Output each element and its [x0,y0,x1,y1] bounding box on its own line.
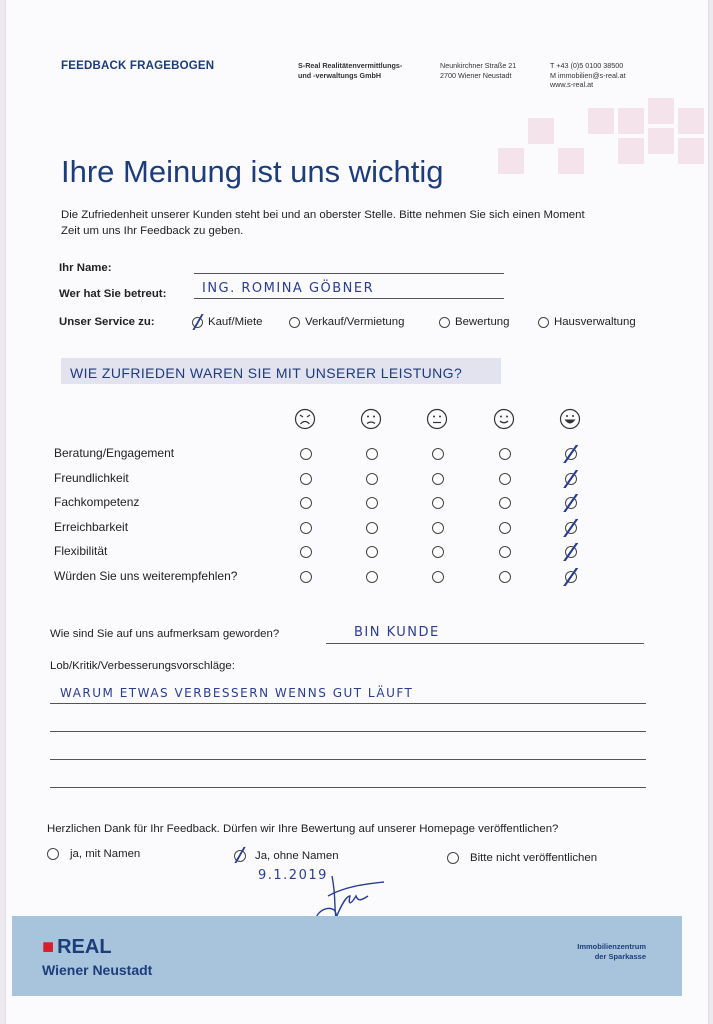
rating-row-label: Fachkompetenz [54,495,140,509]
footer-right-text: Immobilienzentrum der Sparkasse [577,942,646,961]
feedback-answer: WARUM ETWAS VERBESSERN WENNS GUT LÄUFT [60,686,414,700]
rating-radio-4[interactable] [499,497,511,509]
publish-option-with-name[interactable]: ja, mit Namen [47,848,140,860]
publish-question: Herzlichen Dank für Ihr Feedback. Dürfen wir Ihre Bewertung auf unserer Homepage veröffentlichen? [47,823,559,835]
form-title: FEEDBACK FRAGEBOGEN [61,60,215,72]
company-contact: T +43 (0)5 0100 38500 M immobilien@s-real.at www.s-real.at [550,61,626,89]
feedback-line-2[interactable] [50,731,646,732]
rating-radio-3[interactable] [432,497,444,509]
rating-radio-3[interactable] [432,546,444,558]
rating-radio-5[interactable] [565,571,577,583]
company-name: S-Real Realitätenvermittlungs- und -verwaltungs GmbH [298,61,403,80]
rating-radio-2[interactable] [366,497,378,509]
rating-radio-4[interactable] [499,571,511,583]
rating-radio-1[interactable] [300,497,312,509]
rating-radio-4[interactable] [499,448,511,460]
signature-date: 9.1.2019 [258,868,328,883]
source-question: Wie sind Sie auf uns aufmerksam geworden? [50,628,280,640]
rating-radio-2[interactable] [366,571,378,583]
radio-verkauf[interactable] [289,317,300,328]
very-unhappy-face-icon [294,408,316,430]
rating-radio-5[interactable] [565,448,577,460]
publish-option-none[interactable]: Bitte nicht veröffentlichen [447,852,597,864]
rating-radio-5[interactable] [565,473,577,485]
company-address: Neunkirchner Straße 21 2700 Wiener Neustadt [440,61,517,80]
rating-section-title: WIE ZUFRIEDEN WAREN SIE MIT UNSERER LEISTUNG? [70,365,463,381]
source-answer: BIN KUNDE [354,625,440,640]
radio-with-name[interactable] [47,848,59,860]
feedback-line-1[interactable] [50,703,646,704]
name-label: Ihr Name: [59,262,112,274]
rating-radio-5[interactable] [565,497,577,509]
rating-radio-3[interactable] [432,571,444,583]
radio-none[interactable] [447,852,459,864]
agent-value: ING. ROMINA GÖBNER [202,281,375,296]
rating-row-label: Freundlichkeit [54,471,129,485]
service-label: Unser Service zu: [59,316,155,328]
s-real-logo: ■ REAL [42,936,112,958]
rating-radio-1[interactable] [300,473,312,485]
rating-radio-1[interactable] [300,571,312,583]
rating-radio-3[interactable] [432,473,444,485]
feedback-label: Lob/Kritik/Verbesserungsvorschläge: [50,660,235,672]
rating-radio-2[interactable] [366,522,378,534]
happy-face-icon [493,408,515,430]
rating-row-label: Erreichbarkeit [54,520,129,534]
service-option-hausverwaltung[interactable]: Hausverwaltung [538,316,636,328]
radio-bewertung[interactable] [439,317,450,328]
feedback-line-3[interactable] [50,759,646,760]
agent-field[interactable] [194,298,504,299]
page-headline: Ihre Meinung ist uns wichtig [61,154,444,189]
rating-radio-1[interactable] [300,522,312,534]
name-field[interactable] [194,273,504,274]
rating-radio-1[interactable] [300,546,312,558]
rating-radio-4[interactable] [499,546,511,558]
rating-radio-5[interactable] [565,522,577,534]
rating-row-label: Würden Sie uns weiterempfehlen? [54,569,238,583]
source-answer-field[interactable] [326,643,644,644]
rating-row-label: Beratung/Engagement [54,446,175,460]
neutral-face-icon [426,408,448,430]
rating-radio-2[interactable] [366,546,378,558]
radio-hausverwaltung[interactable] [538,317,549,328]
service-option-verkauf[interactable]: Verkauf/Vermietung [289,316,404,328]
decorative-squares [488,98,708,194]
very-happy-face-icon [559,408,581,430]
rating-radio-4[interactable] [499,522,511,534]
rating-radio-2[interactable] [366,448,378,460]
agent-label: Wer hat Sie betreut: [59,288,167,300]
rating-radio-5[interactable] [565,546,577,558]
rating-row-label: Flexibilität [54,544,108,558]
rating-radio-2[interactable] [366,473,378,485]
unhappy-face-icon [360,408,382,430]
publish-option-without-name[interactable]: Ja, ohne Namen [234,850,339,862]
feedback-line-4[interactable] [50,787,646,788]
sparkasse-s-icon: ■ [42,936,55,958]
service-option-kauf-miete[interactable]: Kauf/Miete [192,316,262,328]
radio-kauf-miete[interactable] [192,317,203,328]
logo-subtitle: Wiener Neustadt [42,962,153,978]
radio-without-name[interactable] [234,850,246,862]
service-option-bewertung[interactable]: Bewertung [439,316,509,328]
rating-radio-4[interactable] [499,473,511,485]
rating-radio-3[interactable] [432,522,444,534]
rating-radio-3[interactable] [432,448,444,460]
feedback-form-page [6,0,708,1024]
rating-radio-1[interactable] [300,448,312,460]
intro-text: Die Zufriedenheit unserer Kunden steht bei und an oberster Stelle. Bitte nehmen Sie sich einen Moment Zeit um uns Ihr Feedback zu geben. [61,209,585,237]
